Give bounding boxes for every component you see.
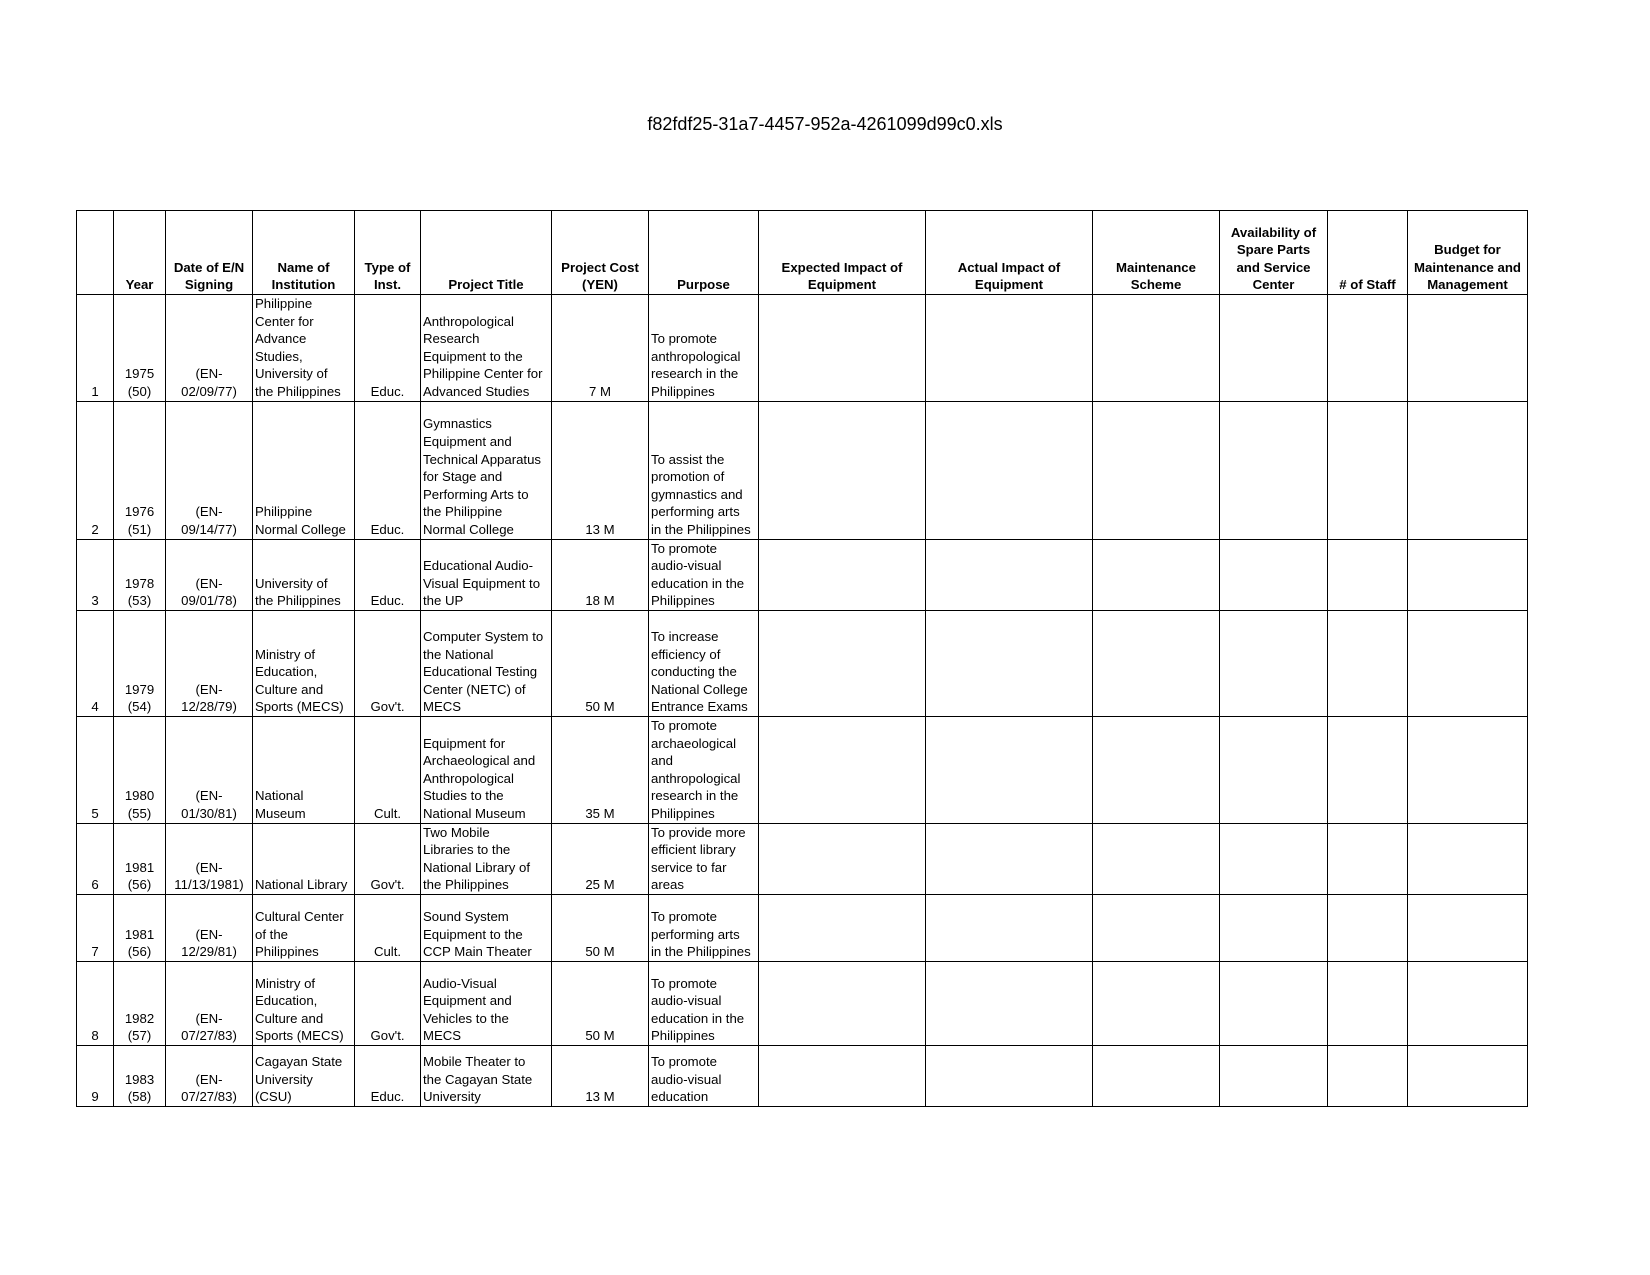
inst-type-cell: Gov't. xyxy=(355,961,421,1045)
inst-type-cell: Educ. xyxy=(355,295,421,402)
maintenance-scheme-cell xyxy=(1093,716,1220,823)
budget-cell xyxy=(1408,539,1528,610)
table-row xyxy=(77,610,1528,716)
inst-type-cell: Cult. xyxy=(355,716,421,823)
signing-date-cell: (EN- 11/13/1981) xyxy=(166,823,253,894)
staff-count-cell xyxy=(1328,539,1408,610)
header-staff-count: # of Staff xyxy=(1328,211,1408,295)
purpose-cell: To increase efficiency of conducting the National College Entrance Exams xyxy=(649,610,759,716)
spare-parts-cell xyxy=(1220,401,1328,539)
budget-cell xyxy=(1408,401,1528,539)
year-cell: 1982 (57) xyxy=(114,961,166,1045)
header-index xyxy=(77,211,114,295)
signing-date-cell: (EN- 01/30/81) xyxy=(166,716,253,823)
expected-impact-cell xyxy=(759,1045,926,1106)
header-spare-parts: Availability of Spare Parts and Service Center xyxy=(1220,211,1328,295)
project-title-cell: Computer System to the National Educational Testing Center (NETC) of MECS xyxy=(421,610,552,716)
row-number: 5 xyxy=(77,716,114,823)
purpose-cell: To promote performing arts in the Philippines xyxy=(649,894,759,961)
table-row xyxy=(77,961,1528,1045)
table-row xyxy=(77,894,1528,961)
project-cost-cell: 13 M xyxy=(552,401,649,539)
project-cost-cell: 7 M xyxy=(552,295,649,402)
actual-impact-cell xyxy=(926,1045,1093,1106)
year-cell: 1975 (50) xyxy=(114,295,166,402)
actual-impact-cell xyxy=(926,295,1093,402)
maintenance-scheme-cell xyxy=(1093,295,1220,402)
row-number: 9 xyxy=(77,1045,114,1106)
budget-cell xyxy=(1408,1045,1528,1106)
staff-count-cell xyxy=(1328,295,1408,402)
project-cost-cell: 50 M xyxy=(552,610,649,716)
budget-cell xyxy=(1408,894,1528,961)
header-project-cost: Project Cost (YEN) xyxy=(552,211,649,295)
budget-cell xyxy=(1408,961,1528,1045)
budget-cell xyxy=(1408,295,1528,402)
inst-type-cell: Gov't. xyxy=(355,823,421,894)
institution-cell: Philippine Center for Advance Studies, University of the Philippines xyxy=(253,295,355,402)
institution-cell: National Library xyxy=(253,823,355,894)
maintenance-scheme-cell xyxy=(1093,961,1220,1045)
purpose-cell: To promote anthropological research in the Philippines xyxy=(649,295,759,402)
maintenance-scheme-cell xyxy=(1093,539,1220,610)
inst-type-cell: Educ. xyxy=(355,539,421,610)
project-cost-cell: 50 M xyxy=(552,894,649,961)
institution-cell: Cultural Center of the Philippines xyxy=(253,894,355,961)
table-row xyxy=(77,401,1528,539)
budget-cell xyxy=(1408,610,1528,716)
row-number: 1 xyxy=(77,295,114,402)
maintenance-scheme-cell xyxy=(1093,1045,1220,1106)
year-cell: 1983 (58) xyxy=(114,1045,166,1106)
expected-impact-cell xyxy=(759,539,926,610)
header-year: Year xyxy=(114,211,166,295)
purpose-cell: To provide more efficient library service to far areas xyxy=(649,823,759,894)
actual-impact-cell xyxy=(926,610,1093,716)
expected-impact-cell xyxy=(759,961,926,1045)
signing-date-cell: (EN- 07/27/83) xyxy=(166,1045,253,1106)
table-row xyxy=(77,539,1528,610)
actual-impact-cell xyxy=(926,401,1093,539)
actual-impact-cell xyxy=(926,894,1093,961)
actual-impact-cell xyxy=(926,823,1093,894)
header-actual-impact: Actual Impact of Equipment xyxy=(926,211,1093,295)
budget-cell xyxy=(1408,823,1528,894)
budget-cell xyxy=(1408,716,1528,823)
expected-impact-cell xyxy=(759,610,926,716)
purpose-cell: To assist the promotion of gymnastics and performing arts in the Philippines xyxy=(649,401,759,539)
row-number: 2 xyxy=(77,401,114,539)
maintenance-scheme-cell xyxy=(1093,823,1220,894)
project-title-cell: Educational Audio- Visual Equipment to the UP xyxy=(421,539,552,610)
institution-cell: Cagayan State University (CSU) xyxy=(253,1045,355,1106)
institution-cell: Philippine Normal College xyxy=(253,401,355,539)
institution-cell: University of the Philippines xyxy=(253,539,355,610)
maintenance-scheme-cell xyxy=(1093,401,1220,539)
header-date-signing: Date of E/N Signing xyxy=(166,211,253,295)
actual-impact-cell xyxy=(926,961,1093,1045)
table-row xyxy=(77,1045,1528,1106)
year-cell: 1979 (54) xyxy=(114,610,166,716)
data-table xyxy=(76,210,1528,1107)
inst-type-cell: Cult. xyxy=(355,894,421,961)
maintenance-scheme-cell xyxy=(1093,610,1220,716)
project-cost-cell: 13 M xyxy=(552,1045,649,1106)
document-title: f82fdf25-31a7-4457-952a-4261099d99c0.xls xyxy=(647,114,1003,134)
spare-parts-cell xyxy=(1220,823,1328,894)
purpose-cell: To promote audio-visual education xyxy=(649,1045,759,1106)
project-cost-cell: 35 M xyxy=(552,716,649,823)
row-number: 3 xyxy=(77,539,114,610)
inst-type-cell: Educ. xyxy=(355,1045,421,1106)
expected-impact-cell xyxy=(759,401,926,539)
table-row xyxy=(77,823,1528,894)
row-number: 7 xyxy=(77,894,114,961)
project-title-cell: Two Mobile Libraries to the National Library of the Philippines xyxy=(421,823,552,894)
actual-impact-cell xyxy=(926,539,1093,610)
expected-impact-cell xyxy=(759,716,926,823)
purpose-cell: To promote archaeological and anthropological research in the Philippines xyxy=(649,716,759,823)
project-cost-cell: 50 M xyxy=(552,961,649,1045)
row-number: 4 xyxy=(77,610,114,716)
signing-date-cell: (EN- 09/14/77) xyxy=(166,401,253,539)
project-title-cell: Anthropological Research Equipment to the Philippine Center for Advanced Studies xyxy=(421,295,552,402)
signing-date-cell: (EN- 12/29/81) xyxy=(166,894,253,961)
institution-cell: Ministry of Education, Culture and Sports (MECS) xyxy=(253,610,355,716)
project-cost-cell: 25 M xyxy=(552,823,649,894)
project-title-cell: Equipment for Archaeological and Anthropological Studies to the National Museum xyxy=(421,716,552,823)
institution-cell: Ministry of Education, Culture and Sports (MECS) xyxy=(253,961,355,1045)
year-cell: 1978 (53) xyxy=(114,539,166,610)
signing-date-cell: (EN- 02/09/77) xyxy=(166,295,253,402)
header-purpose: Purpose xyxy=(649,211,759,295)
project-title-cell: Sound System Equipment to the CCP Main Theater xyxy=(421,894,552,961)
header-maintenance-scheme: Maintenance Scheme xyxy=(1093,211,1220,295)
staff-count-cell xyxy=(1328,401,1408,539)
spare-parts-cell xyxy=(1220,295,1328,402)
staff-count-cell xyxy=(1328,716,1408,823)
actual-impact-cell xyxy=(926,716,1093,823)
inst-type-cell: Educ. xyxy=(355,401,421,539)
staff-count-cell xyxy=(1328,610,1408,716)
staff-count-cell xyxy=(1328,961,1408,1045)
row-number: 6 xyxy=(77,823,114,894)
maintenance-scheme-cell xyxy=(1093,894,1220,961)
table-header-row xyxy=(77,211,1528,295)
expected-impact-cell xyxy=(759,295,926,402)
spare-parts-cell xyxy=(1220,961,1328,1045)
expected-impact-cell xyxy=(759,823,926,894)
year-cell: 1981 (56) xyxy=(114,823,166,894)
purpose-cell: To promote audio-visual education in the Philippines xyxy=(649,961,759,1045)
header-inst-type: Type of Inst. xyxy=(355,211,421,295)
project-title-cell: Gymnastics Equipment and Technical Apparatus for Stage and Performing Arts to the Philippine Normal College xyxy=(421,401,552,539)
header-institution: Name of Institution xyxy=(253,211,355,295)
header-project-title: Project Title xyxy=(421,211,552,295)
year-cell: 1980 (55) xyxy=(114,716,166,823)
staff-count-cell xyxy=(1328,1045,1408,1106)
spare-parts-cell xyxy=(1220,1045,1328,1106)
expected-impact-cell xyxy=(759,894,926,961)
signing-date-cell: (EN- 12/28/79) xyxy=(166,610,253,716)
spare-parts-cell xyxy=(1220,610,1328,716)
row-number: 8 xyxy=(77,961,114,1045)
header-budget: Budget for Maintenance and Management xyxy=(1408,211,1528,295)
spare-parts-cell xyxy=(1220,539,1328,610)
purpose-cell: To promote audio-visual education in the Philippines xyxy=(649,539,759,610)
table-row xyxy=(77,716,1528,823)
project-title-cell: Mobile Theater to the Cagayan State University xyxy=(421,1045,552,1106)
table-row xyxy=(77,295,1528,402)
signing-date-cell: (EN- 07/27/83) xyxy=(166,961,253,1045)
inst-type-cell: Gov't. xyxy=(355,610,421,716)
spare-parts-cell xyxy=(1220,894,1328,961)
institution-cell: National Museum xyxy=(253,716,355,823)
project-title-cell: Audio-Visual Equipment and Vehicles to the MECS xyxy=(421,961,552,1045)
staff-count-cell xyxy=(1328,823,1408,894)
signing-date-cell: (EN- 09/01/78) xyxy=(166,539,253,610)
header-expected-impact: Expected Impact of Equipment xyxy=(759,211,926,295)
staff-count-cell xyxy=(1328,894,1408,961)
project-cost-cell: 18 M xyxy=(552,539,649,610)
spare-parts-cell xyxy=(1220,716,1328,823)
year-cell: 1976 (51) xyxy=(114,401,166,539)
year-cell: 1981 (56) xyxy=(114,894,166,961)
